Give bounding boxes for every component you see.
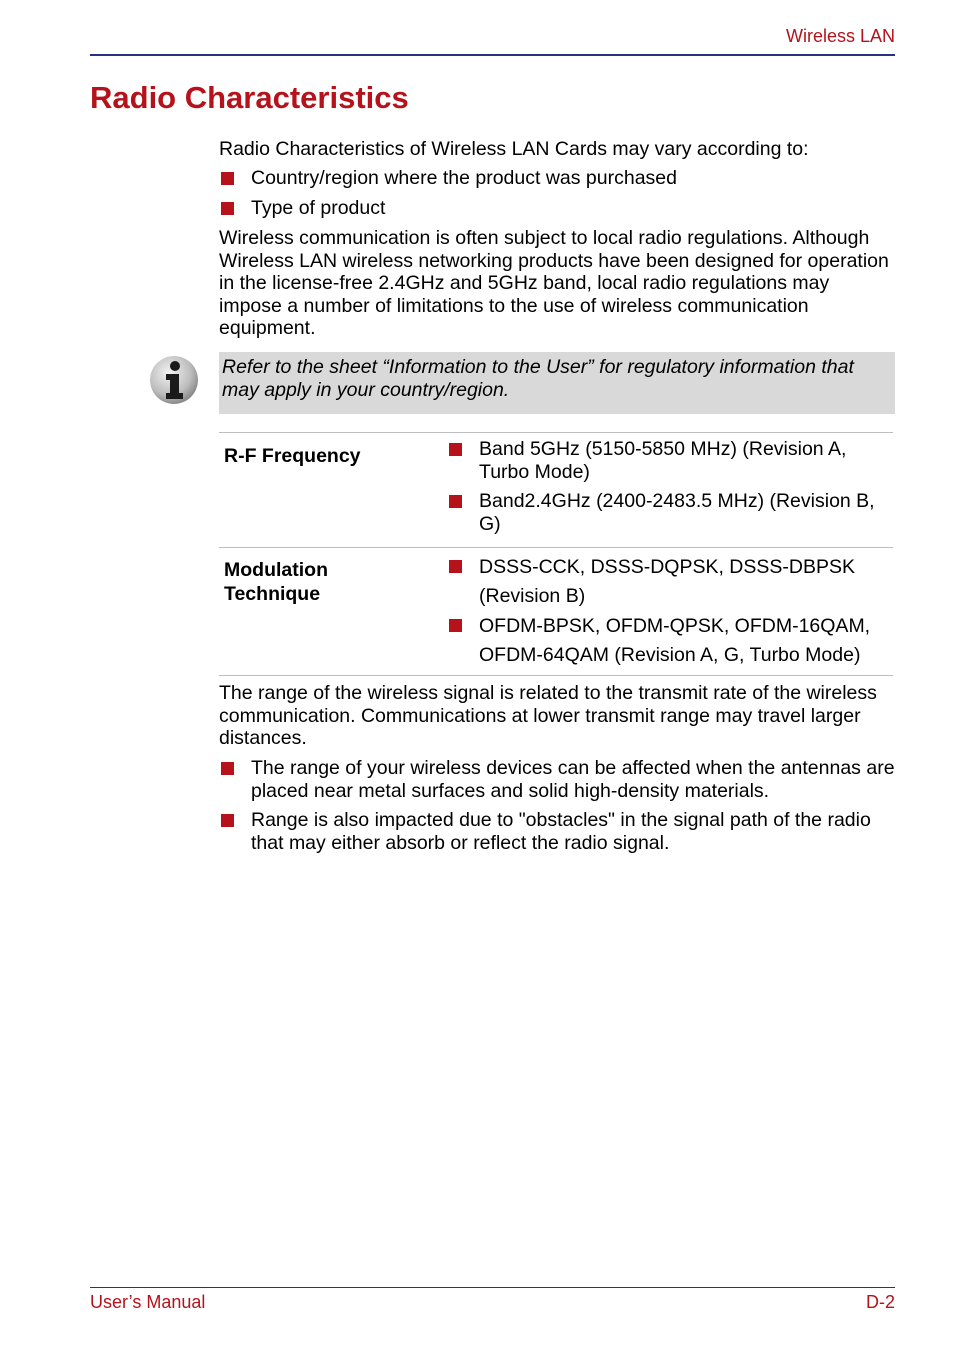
list-item [219,197,895,220]
range-paragraph-block [219,682,895,750]
bullet-text: Band 5GHz (5150-5850 MHz) (Revision A, Turbo Mode) [479,438,847,483]
intro-bullet-list [219,167,895,219]
list-item [447,553,893,611]
header-rule [90,54,895,56]
table-row [219,432,893,547]
range-bullet-list [219,757,895,854]
bullet-square-icon [221,202,234,215]
note-text: Refer to the sheet “Information to the User” for regulatory information that may apply in your country/region. [222,356,854,401]
footer-rule [90,1287,895,1288]
page-number: D-2 [865,1292,895,1312]
list-item [219,167,895,190]
bullet-text: OFDM-BPSK, OFDM-QPSK, OFDM-16QAM, OFDM-64QAM (Revision A, G, Turbo Mode) [479,615,871,666]
bullet-text: Band2.4GHz (2400-2483.5 MHz) (Revision B, G) [479,490,875,535]
list-item [219,809,895,854]
info-icon [149,355,199,405]
note-box [219,352,895,414]
row-label: Modulation Technique [224,559,328,605]
bullet-square-icon [449,560,462,573]
table-rule [219,675,893,676]
row-label: R-F Frequency [224,445,361,467]
running-header: Wireless LAN [785,26,895,46]
bullet-square-icon [221,762,234,775]
intro-text: Radio Characteristics of Wireless LAN Cards may vary according to: [219,138,809,160]
bullet-text: Range is also impacted due to "obstacles" in the signal path of the radio that may either absorb or reflect the radio signal. [251,809,871,854]
list-item [447,490,893,536]
list-item [447,438,893,484]
table-row [219,547,893,675]
bullet-square-icon [449,619,462,632]
range-paragraph: The range of the wireless signal is related to the transmit rate of the wireless communication. Communications at lower transmit range may travel larger distances. [219,682,877,749]
footer-manual-title: User’s Manual [90,1292,206,1312]
intro-block [219,138,895,161]
bullet-square-icon [221,172,234,185]
list-item [219,757,895,802]
bullet-square-icon [449,443,462,456]
bullet-text: DSSS-CCK, DSSS-DQPSK, DSSS-DBPSK (Revision B) [479,556,856,607]
bullet-text: The range of your wireless devices can be affected when the antennas are placed near metal surfaces and solid high-density materials. [251,757,895,802]
regulation-paragraph: Wireless communication is often subject to local radio regulations. Although Wireless LAN wireless networking products have been designed for operation in the license-free 2.4GHz and 5GHz band, local radio regulations may impose a number of limitations to the use of wireless communication equipment. [219,227,889,339]
page-title: Radio Characteristics [90,80,409,115]
list-item [447,612,893,670]
bullet-square-icon [221,814,234,827]
bullet-text: Type of product [251,196,386,219]
bullet-text: Country/region where the product was purchased [251,167,677,189]
bullet-square-icon [449,495,462,508]
regulation-paragraph-block [219,227,895,340]
